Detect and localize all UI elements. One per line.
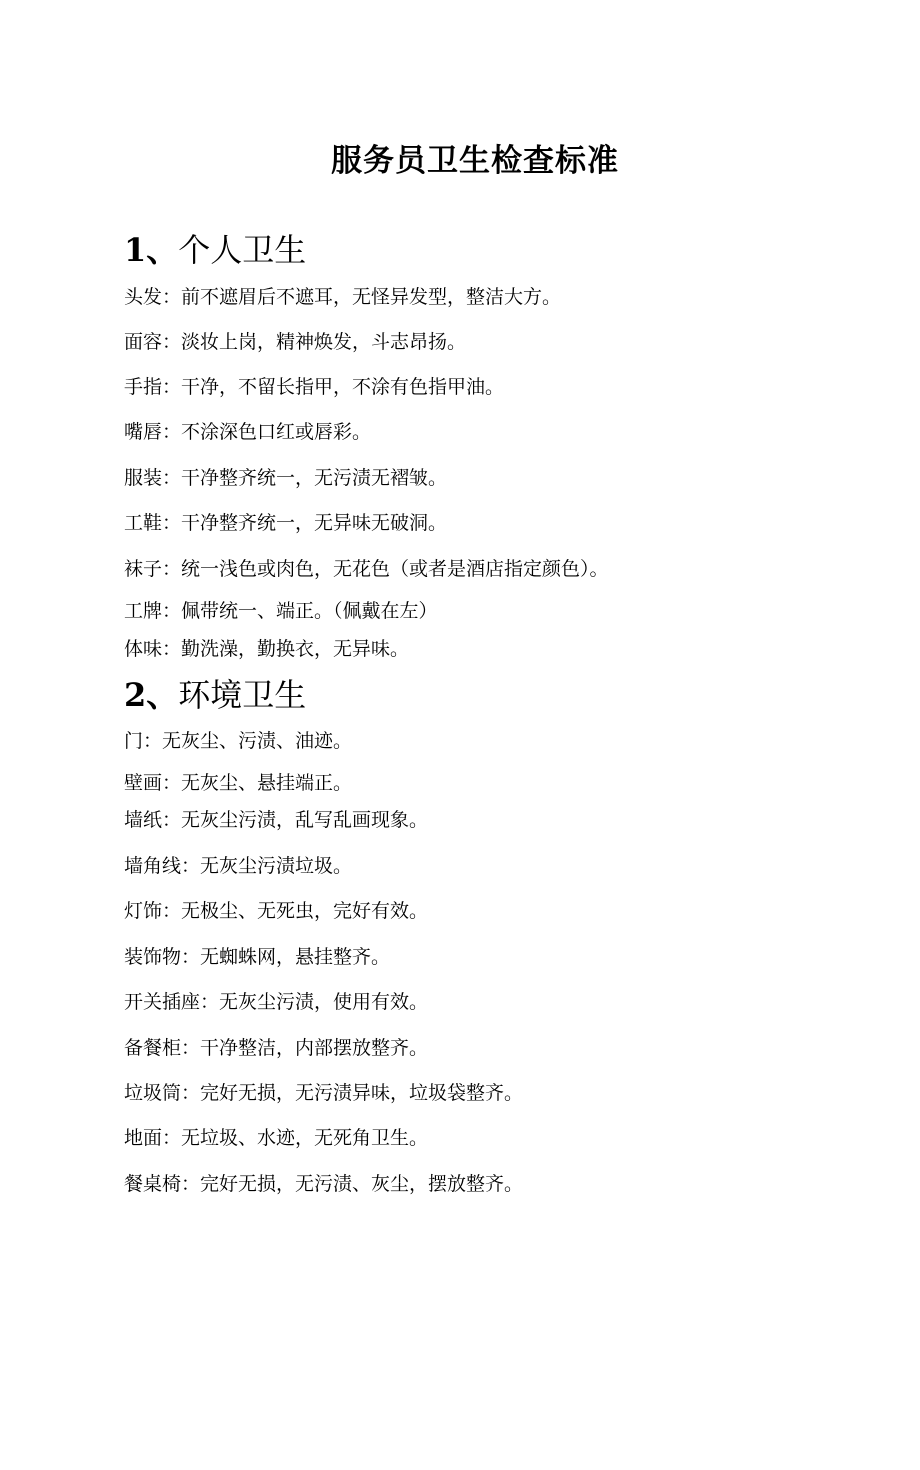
list-item: 开关插座：无灰尘污渍，使用有效。 (124, 991, 429, 1013)
list-item: 墙角线：无灰尘污渍垃圾。 (124, 855, 353, 877)
section-title: 个人卫生 (178, 231, 307, 269)
list-item: 壁画：无灰尘、悬挂端正。 (124, 772, 353, 794)
list-item: 手指：干净，不留长指甲，不涂有色指甲油。 (124, 376, 505, 398)
list-item: 服装：干净整齐统一，无污渍无褶皱。 (124, 467, 448, 489)
list-item: 备餐柜：干净整洁，内部摆放整齐。 (124, 1037, 429, 1059)
list-item: 灯饰：无极尘、无死虫，完好有效。 (124, 900, 429, 922)
list-item: 袜子：统一浅色或肉色，无花色（或者是酒店指定颜色）。 (124, 558, 609, 580)
list-item: 嘴唇：不涂深色口红或唇彩。 (124, 421, 372, 443)
list-item: 装饰物：无蜘蛛网，悬挂整齐。 (124, 946, 391, 968)
list-item: 体味：勤洗澡，勤换衣，无异味。 (124, 638, 410, 660)
list-item: 墙纸：无灰尘污渍，乱写乱画现象。 (124, 809, 429, 831)
document-title: 服务员卫生检查标准 (331, 143, 619, 179)
list-item: 工鞋：干净整齐统一，无异味无破洞。 (124, 512, 448, 534)
section-title: 环境卫生 (178, 676, 307, 714)
list-item: 地面：无垃圾、水迹，无死角卫生。 (124, 1127, 429, 1149)
list-item: 面容：淡妆上岗，精神焕发，斗志昂扬。 (124, 331, 467, 353)
list-item: 门：无灰尘、污渍、油迹。 (124, 730, 353, 752)
section-heading-environment-hygiene (124, 675, 306, 715)
list-item: 工牌：佩带统一、端正。（佩戴在左） (124, 600, 438, 622)
list-item: 垃圾筒：完好无损，无污渍异味，垃圾袋整齐。 (124, 1082, 524, 1104)
list-item: 餐桌椅：完好无损，无污渍、灰尘，摆放整齐。 (124, 1173, 524, 1195)
section-number: 2、 (124, 676, 179, 714)
section-number: 1、 (124, 231, 179, 269)
list-item: 头发：前不遮眉后不遮耳，无怪异发型，整洁大方。 (124, 286, 562, 308)
section-heading-personal-hygiene (124, 230, 306, 270)
